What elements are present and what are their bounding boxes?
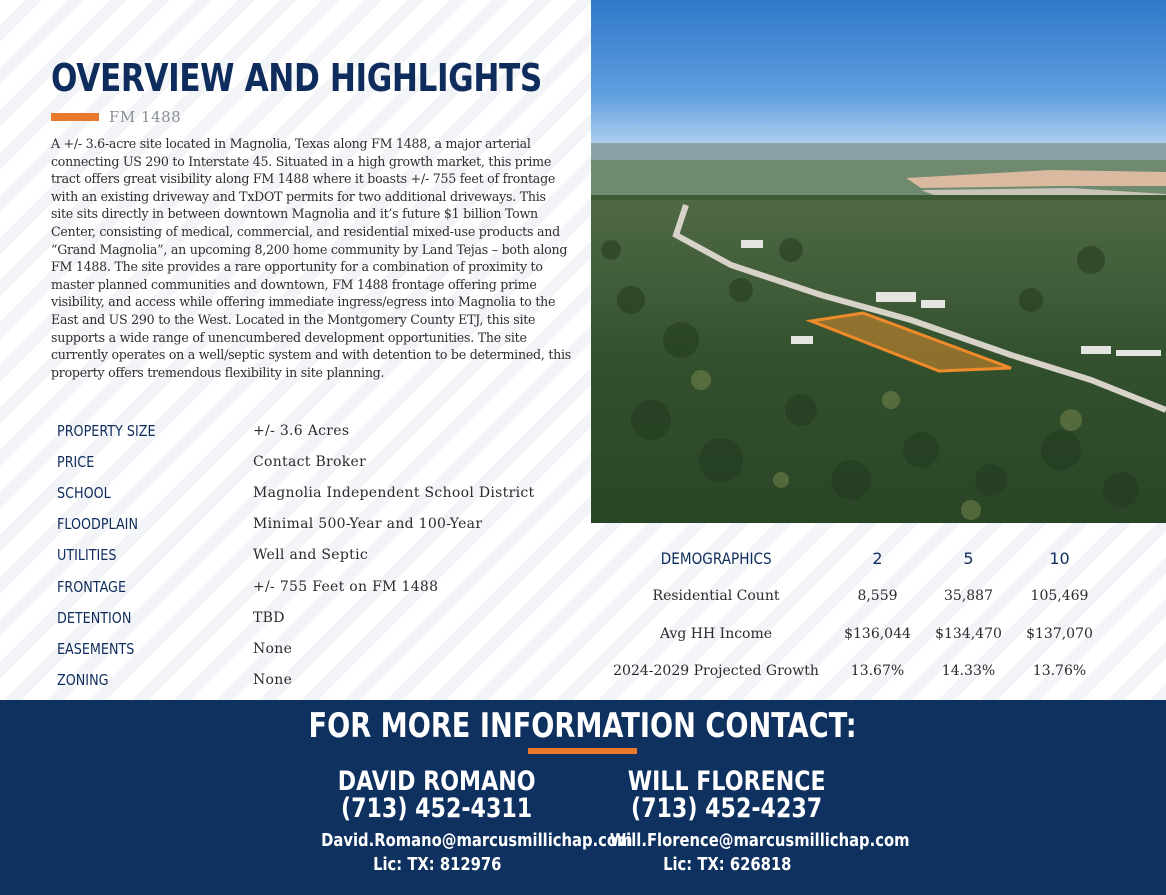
- cell: $137,070: [1026, 625, 1093, 642]
- fact-label: DETENTION: [57, 608, 132, 627]
- page-title: OVERVIEW AND HIGHLIGHTS: [51, 56, 542, 100]
- contact-footer: [0, 700, 1166, 895]
- subtitle: FM 1488: [109, 108, 182, 126]
- fact-value: Contact Broker: [253, 453, 367, 470]
- contact-name: WILL FLORENCE: [628, 766, 826, 797]
- fact-label: FLOODPLAIN: [57, 515, 138, 534]
- fact-row: [57, 446, 577, 477]
- fact-label: FRONTAGE: [57, 577, 127, 596]
- contact-phone[interactable]: (713) 452-4311: [341, 793, 533, 824]
- cell: 13.67%: [850, 663, 905, 680]
- contact-license: Lic: TX: 812976: [372, 854, 502, 875]
- fact-value: None: [253, 640, 293, 657]
- fact-row: [57, 540, 577, 571]
- accent-bar: [51, 113, 99, 121]
- fact-label: ZONING: [57, 671, 109, 690]
- fact-value: None: [253, 672, 293, 689]
- table-row: [600, 653, 1140, 691]
- fact-row: [57, 602, 577, 633]
- contact-phone[interactable]: (713) 452-4237: [631, 793, 823, 824]
- footer-title: FOR MORE INFORMATION CONTACT:: [308, 706, 858, 746]
- table-row: [600, 615, 1140, 653]
- demographics-header: [600, 540, 1140, 578]
- fact-value: TBD: [253, 609, 285, 626]
- fact-value: +/- 755 Feet on FM 1488: [253, 578, 439, 595]
- contact-card-david: [287, 766, 633, 875]
- fact-row: [57, 509, 577, 540]
- fact-value: Well and Septic: [253, 547, 368, 564]
- aerial-site-photo: [591, 0, 1166, 523]
- demographics-table: [600, 540, 1140, 690]
- fact-row: [57, 477, 577, 508]
- cell: 14.33%: [941, 663, 996, 680]
- cell: $134,470: [935, 625, 1002, 642]
- table-row: [600, 578, 1140, 616]
- overview-description: A +/- 3.6-acre site located in Magnolia, Texas along FM 1488, a major arterial connecting US 290 to Interstate 45. Situated in a high growth market, this prime tract offers great visibility along FM 1488 where it boasts +/- 755 feet of frontage with an existing driveway and TxDOT permits for two additional driveways. This site sits directly in between downtown Magnolia and it’s future $1 billion Town Center, consisting of medical, commercial, and residential mixed-use products and “Grand Magnolia”, an upcoming 8,200 home community by Land Tejas – both along FM 1488. The site provides a rare opportunity for a combination of proximity to master planned communities and downtown, FM 1488 frontage offering prime visibility, and access while offering immediate ingress/egress into Magnolia to the East and US 290 to the West. Located in the Montgomery County ETJ, this site supports a wide range of unencumbered development opportunities. The site currently operates on a well/septic system and with detention to be determined, this property offers tremendous flexibility in site planning.: [51, 136, 572, 380]
- subtitle-line: [51, 108, 181, 126]
- fact-label: PRICE: [57, 452, 95, 471]
- cell: 13.76%: [1032, 663, 1087, 680]
- fact-label: EASEMENTS: [57, 639, 135, 658]
- row-label: Residential Count: [652, 588, 780, 605]
- footer-accent-bar: [528, 748, 637, 754]
- property-facts: [57, 415, 577, 696]
- cell: $136,044: [844, 625, 911, 642]
- fact-value: Magnolia Independent School District: [253, 484, 535, 501]
- aerial-photo-illustration: [591, 0, 1166, 523]
- contact-name: DAVID ROMANO: [338, 766, 536, 797]
- overview-section: [0, 0, 590, 700]
- contact-email[interactable]: Will.Florence@marcusmillichap.com: [609, 830, 910, 851]
- demographics-title: DEMOGRAPHICS: [660, 549, 772, 569]
- fact-row: [57, 571, 577, 602]
- fact-row: [57, 415, 577, 446]
- fact-label: PROPERTY SIZE: [57, 421, 156, 440]
- radius-10: 10: [1049, 549, 1070, 569]
- cell: 8,559: [857, 588, 898, 605]
- radius-5: 5: [963, 549, 974, 569]
- contact-card-will: [577, 766, 910, 875]
- fact-label: SCHOOL: [57, 483, 111, 502]
- contact-license: Lic: TX: 626818: [662, 854, 792, 875]
- radius-2: 2: [872, 549, 883, 569]
- fact-value: Minimal 500-Year and 100-Year: [253, 516, 483, 533]
- fact-value: +/- 3.6 Acres: [253, 422, 350, 439]
- row-label: Avg HH Income: [659, 625, 773, 642]
- cell: 35,887: [944, 588, 993, 605]
- fact-row: [57, 633, 577, 664]
- fact-label: UTILITIES: [57, 546, 117, 565]
- row-label: 2024-2029 Projected Growth: [613, 663, 819, 680]
- cell: 105,469: [1030, 588, 1089, 605]
- contact-email[interactable]: David.Romano@marcusmillichap.com: [321, 830, 633, 851]
- fact-row: [57, 665, 577, 696]
